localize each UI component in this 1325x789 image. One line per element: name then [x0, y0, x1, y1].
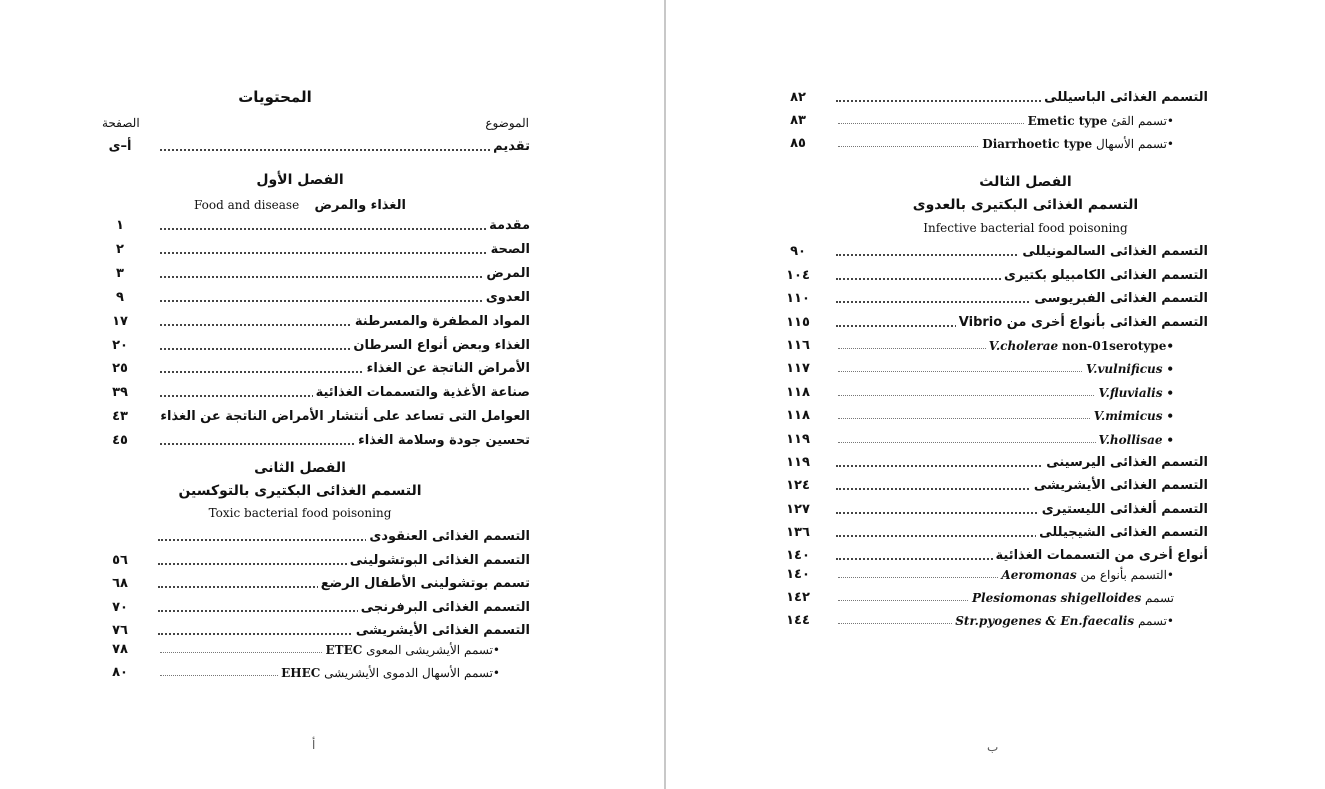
entry-title [347, 551, 530, 571]
entry-page-number: أ–ى [108, 139, 132, 154]
entry-title [157, 407, 530, 427]
entry-page-number: ١٢٧ [786, 501, 810, 517]
toc-entry[interactable] [836, 242, 1208, 262]
entry-title-text: العوامل التى تساعد على أنتشار الأمراض الناتجة عن الغذاء [160, 409, 530, 425]
toc-entry[interactable] [838, 359, 1174, 379]
toc-entry-preface[interactable] [160, 137, 530, 157]
chapter3-subtitle-ar: التسمم الغذائى البكتيرى بالعدوى [912, 197, 1139, 213]
chapter2-subtitle-ar: التسمم الغذائى البكتيرى بالتوكسين [178, 483, 422, 499]
entry-title-ar: •تسمم الأسهال [1096, 137, 1174, 151]
entry-title-en: Diarrhoetic type [982, 137, 1093, 151]
entry-title [352, 312, 530, 332]
entry-title-en: Emetic type [1027, 114, 1108, 128]
entry-title-text: التسمم الغذائى البرفرنجى [360, 599, 530, 615]
entry-title-text: المواد المطفرة والمسرطنة [354, 313, 530, 329]
entry-title [993, 546, 1208, 566]
toc-entry[interactable] [836, 476, 1208, 496]
entry-title-en: EHEC [281, 666, 321, 680]
toc-entry[interactable] [158, 598, 530, 618]
entry-page-number: ١١٩ [786, 431, 810, 447]
entry-page-number: ١٤٤ [786, 613, 810, 628]
entry-title-ar: تسمم [1145, 591, 1174, 605]
toc-entry[interactable] [160, 336, 530, 356]
entry-page-number: ٩ [116, 289, 124, 305]
entry-title [1025, 111, 1174, 131]
entry-title-text: الغذاء وبعض أنواع السرطان [353, 337, 530, 353]
toc-entry[interactable] [836, 266, 1208, 286]
entry-title-text: الصحة [490, 241, 530, 257]
entry-title [486, 216, 530, 236]
toc-entry[interactable] [160, 359, 530, 379]
entry-title-ar: •التسمم بأنواع من [1080, 568, 1174, 582]
entry-title: تقديم [490, 137, 530, 157]
entry-page-number: ١١٨ [786, 408, 810, 424]
toc-entry[interactable] [838, 383, 1174, 403]
entry-title [952, 611, 1174, 631]
chapter2-subtitle-en: Toxic bacterial food poisoning [208, 506, 392, 520]
entry-title-latin: V.cholerae [988, 339, 1059, 353]
entry-page-number: ٤٥ [112, 433, 128, 449]
toc-entry[interactable] [160, 264, 530, 284]
entry-title [358, 598, 530, 618]
entry-title-text: التسمم الغذائى بأنواع أخرى من [1006, 314, 1208, 330]
toc-entry[interactable] [838, 336, 1174, 356]
right-page [666, 0, 1325, 789]
entry-title-text: مقدمة [489, 218, 530, 233]
entry-title-text: التسمم الغذائى السالمونيللى [1022, 244, 1208, 259]
entry-title-latin: Str.pyogenes & En.faecalis [955, 614, 1135, 628]
entry-title-text: التسمم الغذائى اليرسينى [1046, 455, 1208, 470]
entry-page-number: ٨٢ [790, 90, 806, 105]
toc-entry[interactable] [836, 313, 1208, 333]
leader-dots [160, 149, 530, 151]
entry-title [1019, 242, 1208, 262]
entry-page-number: ١١٦ [786, 338, 810, 353]
chapter3-subtitle-en: Infective bacterial food poisoning [923, 221, 1128, 235]
entry-title-text: التسمم الغذائى الأيشريشى [1033, 478, 1208, 494]
entry-title [1001, 266, 1208, 286]
entry-page-number: ٨٥ [790, 136, 806, 151]
entry-title-text: التسمم الغذائى العنقودى [369, 529, 530, 544]
entry-title [998, 565, 1174, 585]
toc-entry[interactable] [838, 565, 1174, 585]
entry-title [488, 240, 530, 260]
entry-title-text: تسمم بوتشولينى الأطفال الرضع [320, 576, 530, 592]
entry-title [483, 264, 530, 284]
leader-dots [160, 300, 530, 302]
toc-entry[interactable] [158, 551, 530, 571]
toc-entry[interactable] [160, 663, 500, 683]
toc-entry[interactable] [160, 640, 500, 660]
entry-title [1036, 523, 1208, 543]
entry-title [1039, 500, 1208, 520]
entry-title-text: المرض [486, 265, 530, 281]
entry-title-latin: Plesiomonas shigelloides [972, 591, 1142, 605]
entry-title-text: التسمم الغذائى البوتشولينى [349, 552, 530, 568]
toc-entry[interactable] [836, 546, 1208, 566]
entry-title [969, 588, 1174, 608]
entry-page-number: ١٣٦ [786, 524, 810, 540]
entry-title-rest: • [1166, 385, 1174, 400]
entry-page-number: ٩٠ [790, 244, 806, 259]
entry-page-number: ٣ [116, 265, 124, 281]
toc-entry[interactable] [836, 289, 1208, 309]
entry-title [350, 336, 530, 356]
entry-title [986, 336, 1174, 356]
entry-title-rest: • [1166, 432, 1174, 447]
chapter3-heading: الفصل الثالث [979, 174, 1072, 190]
toc-entry[interactable] [838, 430, 1174, 450]
entry-page-number: ٨٣ [790, 113, 806, 128]
toc-entry[interactable] [838, 134, 1174, 154]
entry-page-number: ١٤٠ [786, 567, 810, 582]
chapter2-heading: الفصل الثانى [254, 460, 346, 476]
contents-title: المحتويات [238, 88, 312, 106]
toc-entry[interactable] [158, 621, 530, 641]
entry-title [1096, 430, 1174, 450]
column-header-subject: الموضوع [485, 116, 529, 130]
entry-page-number: ٨٠ [112, 665, 128, 680]
entry-page-number: ٧٦ [112, 623, 128, 639]
entry-title-latin: V.hollisae [1098, 432, 1163, 447]
entry-page-number: ٦٨ [112, 576, 128, 592]
entry-title-text: التسمم الغذائى الفبريوسى [1034, 291, 1208, 306]
chapter1-subtitle [150, 194, 450, 213]
page-folio: ب [987, 740, 999, 754]
chapter1-heading: الفصل الأول [256, 172, 344, 188]
toc-entry[interactable] [838, 111, 1174, 131]
toc-entry[interactable] [160, 216, 530, 236]
entry-page-number: ١٤٢ [786, 590, 810, 605]
entry-title-text: التسمم الغذائى الشيجيللى [1039, 524, 1208, 540]
entry-title-latin: Vibrio [958, 314, 1003, 330]
leader-dots [160, 276, 530, 278]
toc-entry[interactable] [836, 523, 1208, 543]
entry-title [313, 383, 530, 403]
entry-title-latin: V.fluvialis [1098, 385, 1163, 400]
entry-title-text: التسمم الغذائى الأيشريشى [355, 623, 530, 639]
entry-title-text: صناعة الأغذية والتسممات الغذائية [315, 385, 530, 401]
entry-title-text: العدوى [485, 289, 530, 305]
chapter1-subtitle-en: Food and disease [194, 198, 300, 212]
entry-page-number: ١٠٤ [786, 267, 810, 283]
entry-title [366, 527, 530, 547]
entry-title [1095, 383, 1174, 403]
entry-title-rest: non-01serotype• [1061, 339, 1174, 353]
entry-title-rest: • [1166, 362, 1174, 377]
toc-entry[interactable] [160, 407, 530, 427]
chapter1-subtitle-ar: الغذاء والمرض [314, 198, 406, 213]
entry-title-latin: Aeromonas [1001, 568, 1077, 582]
entry-page-number: ٢٠ [112, 337, 128, 353]
entry-title [1091, 406, 1174, 426]
entry-title: التسمم الغذائى الباسيللى [1041, 88, 1208, 108]
entry-title-rest: • [1166, 409, 1174, 424]
toc-entry[interactable] [160, 383, 530, 403]
entry-title [353, 621, 530, 641]
entry-title-ar: •تسمم القئ [1111, 114, 1174, 128]
entry-page-number: ١١٩ [786, 455, 810, 470]
toc-entry[interactable] [838, 588, 1174, 608]
entry-title-en: ETEC [325, 643, 363, 657]
toc-entry[interactable] [838, 611, 1174, 631]
entry-title [278, 663, 500, 683]
toc-entry[interactable] [160, 431, 530, 451]
leader-dots [160, 252, 530, 254]
entry-title-text: أنواع أخرى من التسممات الغذائية [995, 548, 1208, 564]
entry-page-number: ٣٩ [112, 385, 128, 401]
entry-title-ar: •تسمم الأيشريشى المعوى [366, 643, 500, 657]
entry-title [1083, 359, 1174, 379]
entry-page-number: ٧٨ [112, 642, 128, 657]
entry-title-latin: V.vulnificus [1086, 362, 1163, 377]
toc-entry[interactable] [836, 453, 1208, 473]
entry-title-text: التسمم الغذائى الكامبيلو بكتيرى [1004, 267, 1208, 283]
entry-title-latin: V.mimicus [1093, 409, 1163, 424]
entry-title [1043, 453, 1208, 473]
entry-title [355, 431, 530, 451]
entry-page-number: ٧٠ [112, 599, 128, 615]
toc-entry[interactable] [158, 527, 530, 547]
leader-dots [160, 228, 530, 230]
column-header-page: الصفحة [102, 116, 140, 130]
entry-page-number: ٢ [116, 241, 124, 257]
entry-page-number: ١٤٠ [786, 548, 810, 564]
entry-title-ar: •تسمم [1137, 614, 1174, 628]
entry-title-ar: •تسمم الأسهال الدموى الأيشريشى [324, 666, 500, 680]
entry-title [323, 640, 500, 660]
toc-entry[interactable] [160, 240, 530, 260]
entry-page-number: ٥٦ [112, 552, 128, 568]
toc-entry[interactable] [160, 312, 530, 332]
entry-title [956, 313, 1208, 333]
toc-entry-bacillus[interactable] [836, 88, 1208, 108]
toc-entry[interactable] [158, 574, 530, 594]
toc-entry[interactable] [836, 500, 1208, 520]
entry-title-text: تحسين جودة وسلامة الغذاء [358, 433, 530, 449]
entry-title [1031, 476, 1208, 496]
entry-title [979, 134, 1174, 154]
entry-page-number: ١٧ [112, 313, 128, 329]
entry-title [364, 359, 530, 379]
entry-title-text: التسمم ألغذائى الليستيرى [1041, 501, 1208, 517]
entry-title [483, 288, 530, 308]
entry-page-number: ٢٥ [112, 361, 128, 377]
page-folio: أ [312, 738, 316, 752]
entry-page-number: ١١٥ [786, 314, 810, 330]
entry-page-number: ١١٧ [786, 361, 810, 377]
entry-title-text: الأمراض الناتجة عن الغذاء [366, 361, 530, 377]
entry-title [318, 574, 530, 594]
entry-page-number: ١١٨ [786, 384, 810, 400]
entry-title [1031, 289, 1208, 309]
entry-page-number: ١١٠ [786, 291, 810, 306]
entry-page-number: ١٢٤ [786, 478, 810, 494]
entry-page-number: ٤٣ [112, 409, 128, 425]
toc-entry[interactable] [838, 406, 1174, 426]
toc-entry[interactable] [160, 288, 530, 308]
entry-page-number: ١ [116, 218, 124, 233]
